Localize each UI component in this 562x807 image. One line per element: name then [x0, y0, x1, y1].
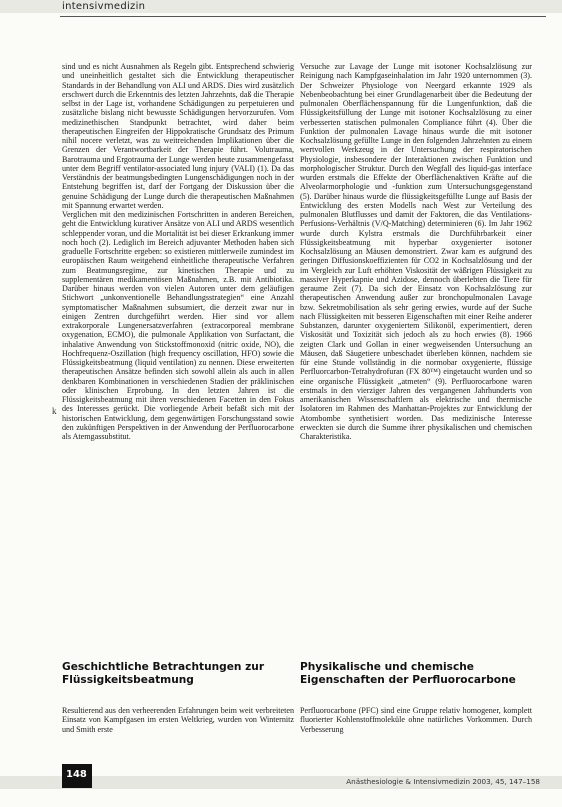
left-column [62, 62, 294, 630]
page-number: 148 [66, 769, 87, 780]
header-divider [60, 16, 546, 17]
section-heading-history: Geschichtliche Betrachtungen zur Flüssigkeitsbeatmung [62, 661, 265, 686]
history-intro-text: Resultierend aus den verheerenden Erfahrungen beim weit verbreiteten Einsatz von Kampfgasen im ersten Weltkrieg, wurden von Winternitz und Smith erste [62, 706, 294, 734]
right-column [300, 62, 532, 630]
section-heading-properties: Physikalische und chemische Eigenschaften der Perfluorocarbone [300, 661, 516, 686]
section-title: intensivmedizin [62, 1, 146, 12]
journal-citation: Anästhesiologie & Intensivmedizin 2003, 45, 147–158 [346, 777, 540, 786]
margin-mark: k [52, 406, 57, 416]
paragraph: sind und es nicht Ausnahmen als Regeln gibt. Entsprechend schwierig und uneinheitlich gestaltet sich die Entwicklung therapeutischer Standards in der Behandlung von ALI und ARDS. Dies wird zusätzlich erschwert durch die Erkenntnis des letzten Jahrzehnts, daß die Therapie selbst in der Lage ist, vorhandene Schädigungen zu perpetuieren und zusätzliche bislang nicht bewusste Schädigungen hervorzurufen. Vom medizinethischen Standpunkt betrachtet, wird daher beim therapeutischen Eingreifen der Hippokratische Grundsatz des Primum nihil nocere verletzt, was zu weitreichenden Implikationen über die Grenzen der Verantwortbarkeit der Therapie führt. Volutrauma, Barotrauma und Ergotrauma der Lunge werden heute zusammengefasst unter dem Begriff ventilator-associated lung injury (VALI) (1). Da das Verständnis der beatmungsbedingten Lungenschädigungen noch in der Entstehung begriffen ist, darf der Fortgang der Diskussion über die genuine Schädigung der Lunge durch die therapeutischen Maßnahmen mit Spannung erwartet werden. [62, 62, 294, 210]
properties-intro-text: Perfluorocarbone (PFC) sind eine Gruppe relativ homogener, komplett fluorierter Kohlenstoffmoleküle ohne natürliches Vorkommen. Durch Verbesserung [300, 706, 532, 734]
paragraph: Verglichen mit den medizinischen Fortschritten in anderen Bereichen, geht die Entwicklung kurativer Ansätze von ALI und ARDS wesentlich schleppender voran, und die Mortalität ist bei dieser Erkrankung immer noch hoch (2). Lediglich im Bereich adjuvanter Methoden haben sich graduelle Fortschritte ergeben: so existieren mittlerweile zumindest im europäischen Raum weitgehend einheitliche therapeutische Verfahren zum Beatmungsregime, zur kinetischen Therapie und zu supplementären medikamentösen Maßnahmen, z.B. mit Antibiotika. Darüber hinaus werden von vielen Autoren unter dem geläufigen Stichwort „unkonventionelle Behandlungsstrategien“ eine Anzahl symptomatischer Maßnahmen subsumiert, die derzeit zwar nur in einigen Zentren durchgeführt werden. Hier sind vor allem extrakorporale Lungenersatzverfahren (extracorporeal membrane oxygenation, ECMO), die pulmonale Applikation von Surfactant, die inhalative Anwendung von Stickstoffmonoxid (nitric oxide, NO), die Hochfrequenz-Oszillation (high frequency oscillation, HFO) sowie die Flüssigkeitsbeatmung (liquid ventilation) zu nennen. Diese erweiterten therapeutischen Ansätze befinden sich sowohl allein als auch in allen denkbaren Kombinationen in verschiedenen Stadien der präklinischen oder klinischen Erprobung. In den letzten Jahren ist die Flüssigkeitsbeatmung mit ihren verschiedenen Facetten in den Fokus des Interesses gerückt. Die vorliegende Arbeit befaßt sich mit der historischen Entwicklung, dem gegenwärtigen Forschungsstand sowie den zukünftigen Perspektiven in der Anwendung der Perfluorocarbone als Atemgassubstitut. [62, 210, 294, 441]
paragraph: Versuche zur Lavage der Lunge mit isotoner Kochsalzlösung zur Reinigung nach Kampfgaseinhalation im Jahr 1920 unternommen (3). Der Schweizer Physiologe von Neergard erkannte 1929 als Nebenbeobachtung bei einer Grundlagenarbeit über die Bedeutung der pulmonalen Oberflächenspannung für die Lungenfunktion, daß die Flüssigkeitsfüllung der Lunge mit isotoner Kochsalzlösung zu einer verbesserten statischen pulmonalen Compliance führt (4). Über die Funktion der pulmonalen Lavage hinaus wurde die mit isotoner Kochsalzlösung gefüllte Lunge in den folgenden Jahrzehnten zu einem wertvollen Werkzeug in der Untersuchung der respiratorischen Physiologie, insbesondere der Interaktionen zwischen Funktion und morphologischer Struktur. Durch den Wegfall des liquid-gas interface wurden erstmals die Effekte der Oberflächenaktiven Kräfte auf die Alveolarmorphologie und -funktion zum Untersuchungsgegenstand (5). Darüber hinaus wurde die flüssigkeitsgefüllte Lunge auf Basis der Entwicklung des ersten Modells nach West zur Verteilung des pulmonalen Blutflusses und damit der Faktoren, die das Ventilations-Perfusions-Verhältnis (V/Q-Matching) determinieren (6). Im Jahr 1962 wurde durch Kylstra erstmals die Durchführbarkeit einer Flüssigkeitsbeatmung mit hyperbar oxygenierter isotoner Kochsalzlösung an Mäusen demonstriert. Zwar kam es aufgrund des geringen Diffusionskoeffizienten für CO2 in Kochsalzlösung und der im Vergleich zur Luft erhöhten Viskosität der wäßrigen Flüssigkeit zu massiver Hyperkapnie und Azidose, dennoch überlebten die Tiere für geraume Zeit (7). Da sich der Einsatz von Kochsalzlösung zur therapeutischen Anwendung außer zur bronchopulmonalen Lavage bzw. Sekretmobilisation als sehr gering erwies, wurde auf der Suche nach Flüssigkeiten mit besseren Eigenschaften mit einer Reihe anderer Substanzen, darunter oxygeniertem Silikonöl, experimentiert, deren Viskosität und Toxizität sich jedoch als zu hoch erwies (8). 1966 zeigten Clark und Gollan in einer wegweisenden Untersuchung an Mäusen, daß Säugetiere unbeschadet überleben können, nachdem sie für eine Stunde vollständig in die normobar oxygenierte, flüssige Perfluorcarbon-Tetrahydrofuran (FX 80™) eingetaucht wurden und so eine organische Flüssigkeit „atmeten“ (9). Perfluorocarbone waren erstmals in den vierziger Jahren des vergangenen Jahrhunderts von amerikanischen Wissenschaftlern als elektrische und thermische Isolatoren im Rahmen des Manhattan-Projektes zur Entwicklung der Atombombe synthetisiert worden. Das medizinische Interesse erweckten sie durch die Summe ihrer physikalischen und chemischen Charakteristika. [300, 62, 532, 441]
